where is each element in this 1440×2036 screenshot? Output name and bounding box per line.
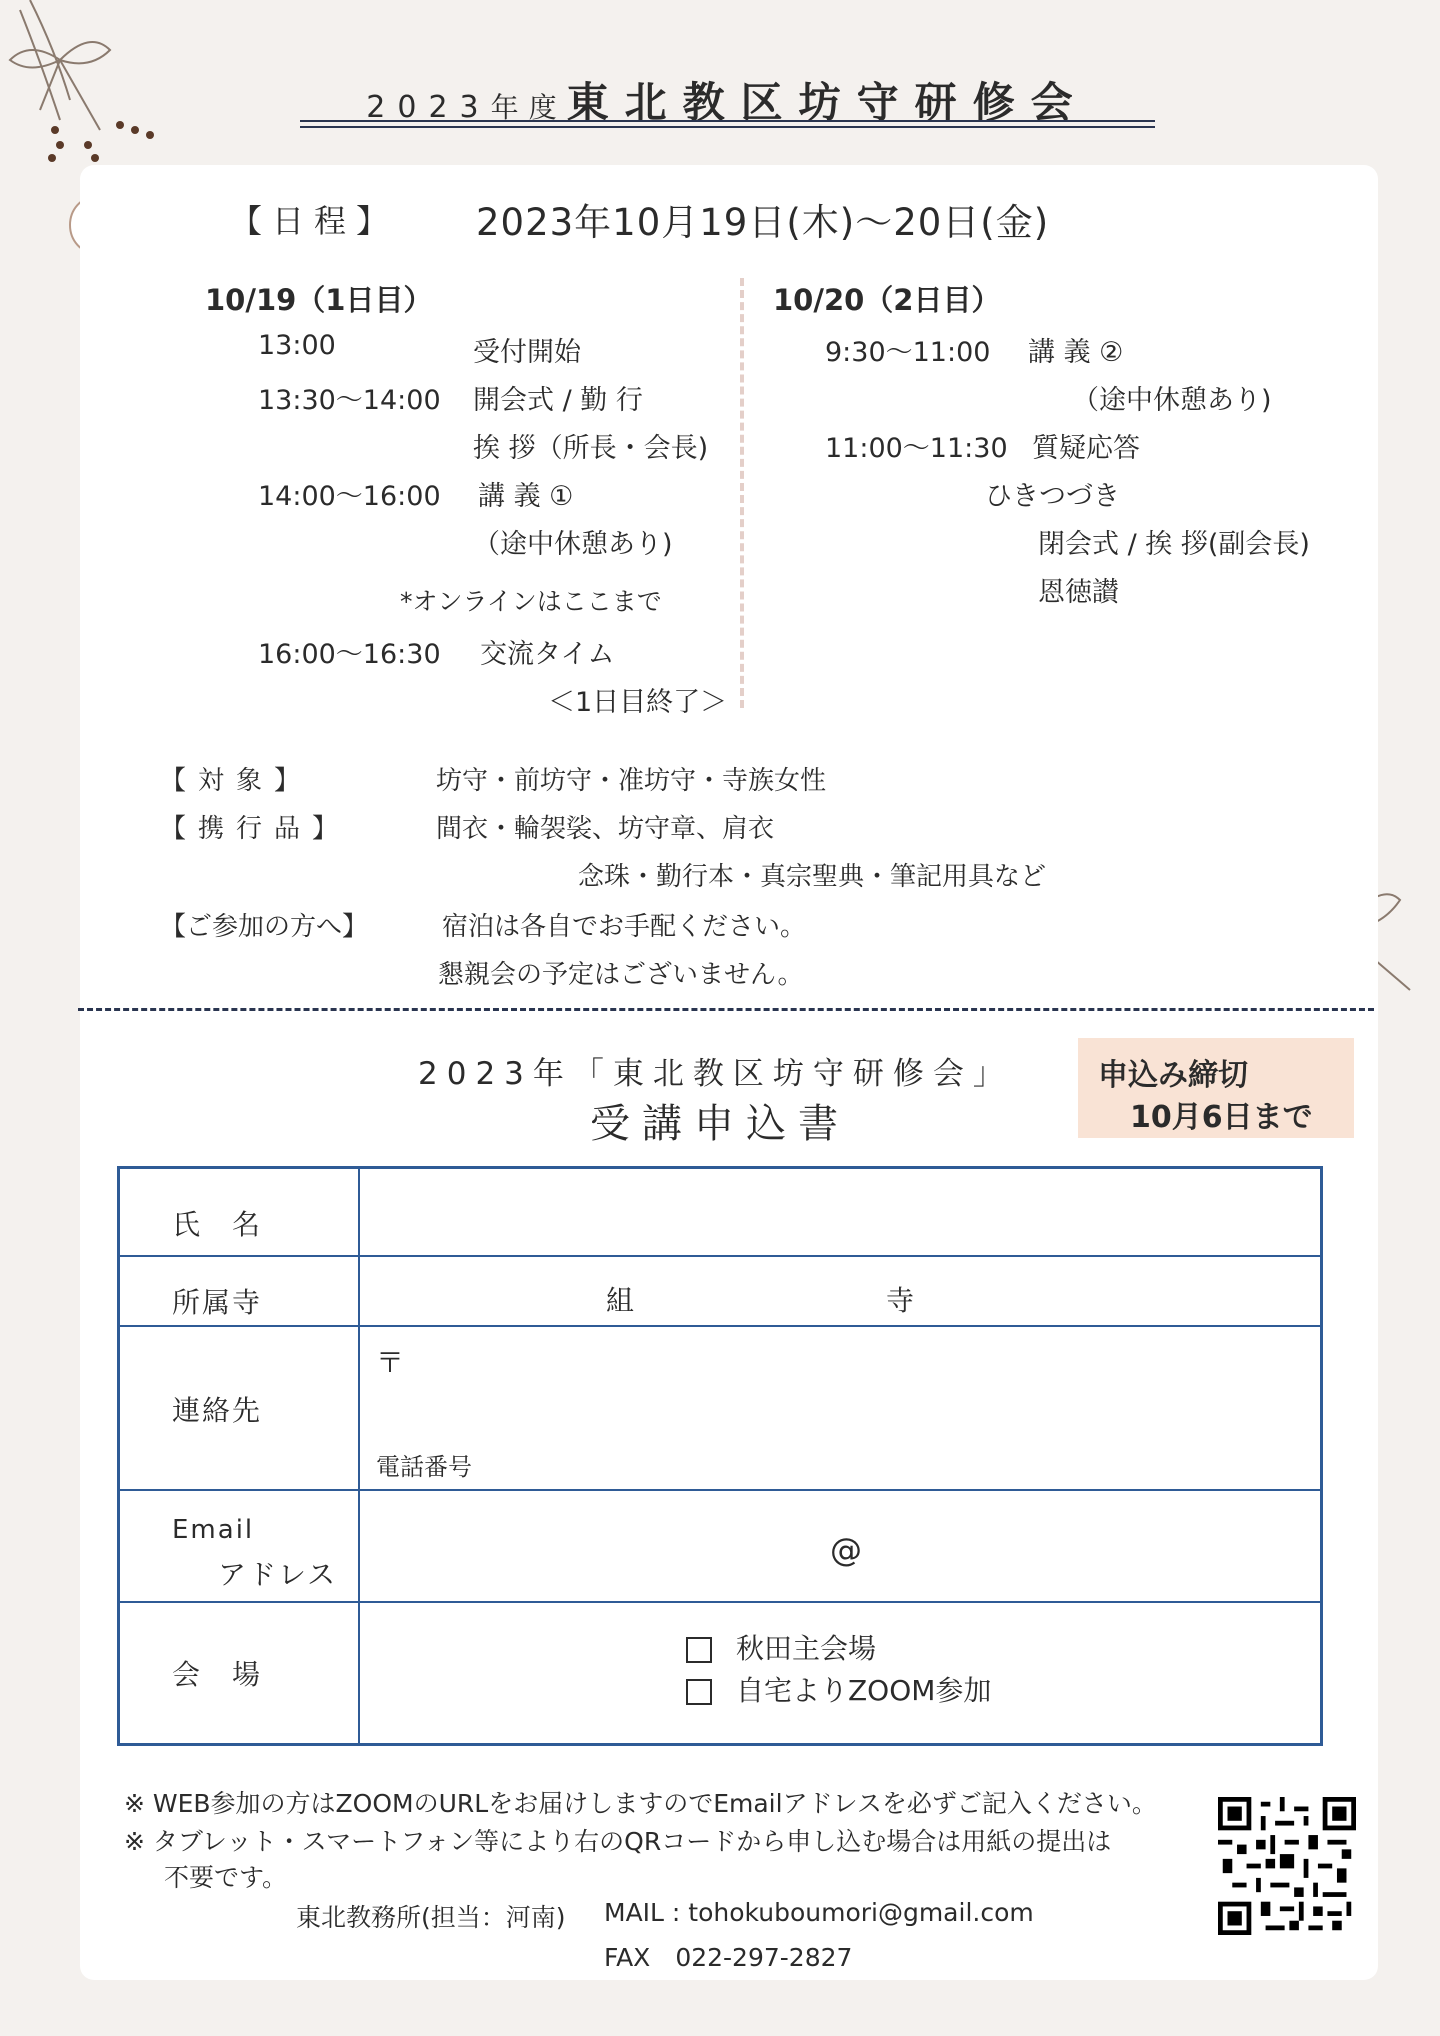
checkbox-icon[interactable] — [686, 1637, 712, 1663]
day2-time: 11:00～11:30 — [825, 433, 1008, 464]
deadline-date: 10月6日まで — [1130, 1100, 1313, 1135]
day1-time: 14:00～16:00 — [258, 481, 441, 512]
day2-event: ひきつづき — [985, 481, 1120, 512]
temple-label: 所属寺 — [172, 1286, 263, 1319]
deadline-badge — [1078, 1038, 1354, 1138]
day1-event: 挨 拶（所長・会長) — [473, 433, 709, 464]
schedule-dates: 2023年10月19日(木)～20日(金) — [476, 201, 1050, 244]
title-underline — [300, 126, 1155, 128]
target-value: 坊守・前坊守・准坊守・寺族女性 — [436, 766, 827, 796]
section-separator — [78, 1008, 1374, 1011]
note-web: ※ WEB参加の方はZOOMのURLをお届けしますのでEmailアドレスを必ずご記入ください。 — [124, 1789, 1157, 1818]
items-label: 【携行品】 — [160, 814, 351, 844]
email-label: Email — [172, 1515, 255, 1545]
day1-end-note: ＜1日目終了＞ — [548, 687, 728, 718]
name-field[interactable] — [370, 1177, 1310, 1247]
deadline-label: 申込み締切 — [1098, 1058, 1248, 1093]
day2-title: 10/20（2日目） — [773, 283, 1001, 317]
participants-value: 宿泊は各自でお手配ください。 — [442, 912, 807, 942]
day2-event: （途中休憩あり) — [1072, 385, 1272, 416]
day1-event: 開会式 / 勤 行 — [473, 385, 643, 416]
venue-option-label: 秋田主会場 — [736, 1632, 877, 1665]
schedule-label: 【日程】 — [230, 202, 399, 240]
title-nendo: 年度 — [490, 91, 567, 124]
checkbox-icon[interactable] — [686, 1679, 712, 1705]
tera-label: 寺 — [886, 1284, 915, 1317]
day2-event: 質疑応答 — [1032, 433, 1140, 464]
title-year: 2023 — [366, 90, 491, 125]
name-label: 氏 名 — [172, 1208, 263, 1241]
day1-title: 10/19（1日目） — [205, 283, 433, 317]
note-qr-cont: 不要です。 — [164, 1863, 288, 1892]
form-divider — [120, 1325, 1320, 1327]
day1-event: 講 義 ① — [478, 481, 574, 512]
venue-option-label: 自宅よりZOOM参加 — [736, 1674, 992, 1707]
participants-value: 懇親会の予定はございません。 — [438, 960, 804, 990]
contact-email[interactable]: MAIL : tohokuboumori@gmail.com — [604, 1898, 1034, 1927]
day1-event: 受付開始 — [473, 337, 581, 368]
venue-option-zoom[interactable] — [686, 1669, 991, 1709]
form-divider — [120, 1489, 1320, 1491]
title-main: 東北教区坊守研修会 — [566, 78, 1089, 127]
qr-code-icon[interactable] — [1218, 1797, 1356, 1935]
day2-event: 閉会式 / 挨 拶(副会長) — [1038, 529, 1310, 560]
day2-event: 講 義 ② — [1028, 337, 1124, 368]
day1-event: 交流タイム — [480, 639, 615, 670]
form-divider — [120, 1255, 1320, 1257]
form-title: 2023年「東北教区坊守研修会」 — [418, 1056, 1013, 1092]
day2-time: 9:30～11:00 — [825, 337, 991, 368]
venue-label: 会 場 — [172, 1658, 263, 1691]
application-form — [117, 1166, 1323, 1746]
items-value: 念珠・勤行本・真宗聖典・筆記用具など — [578, 862, 1047, 892]
phone-label: 電話番号 — [376, 1453, 472, 1481]
online-note: *オンラインはここまで — [400, 587, 662, 616]
postal-mark: 〒 — [376, 1346, 405, 1379]
day2-event: 恩徳讃 — [1038, 577, 1119, 608]
office-name: 東北教務所(担当：河南) — [296, 1903, 566, 1932]
email-label: アドレス — [218, 1558, 338, 1591]
at-mark: @ — [830, 1531, 862, 1569]
form-divider — [120, 1601, 1320, 1603]
venue-option-akita[interactable] — [686, 1627, 876, 1667]
note-qr: ※ タブレット・スマートフォン等により右のQRコードから申し込む場合は用紙の提出は — [124, 1827, 1112, 1856]
form-subtitle: 受講申込書 — [590, 1101, 850, 1147]
target-label: 【対象】 — [160, 766, 313, 796]
contact-fax: FAX 022-297-2827 — [604, 1943, 853, 1972]
participants-label: 【ご参加の方へ】 — [160, 912, 369, 942]
day1-time: 16:00～16:30 — [258, 639, 441, 670]
title-underline — [300, 120, 1155, 122]
day1-event: （途中休憩あり) — [473, 529, 673, 560]
kumi-label: 組 — [606, 1284, 635, 1317]
contact-label: 連絡先 — [172, 1394, 263, 1427]
day1-time: 13:00 — [258, 330, 336, 361]
items-value: 間衣・輪袈裟、坊守章、肩衣 — [436, 814, 775, 844]
schedule-divider — [740, 278, 744, 708]
day1-time: 13:30～14:00 — [258, 385, 441, 416]
